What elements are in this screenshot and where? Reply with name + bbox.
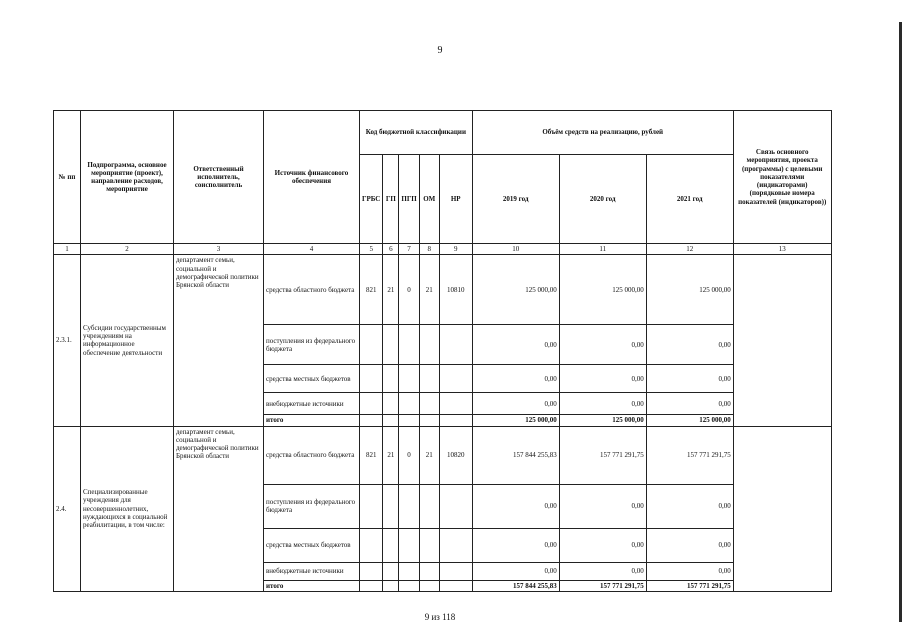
column-number-row [54,244,832,255]
amount-2021: 0,00 [646,528,733,562]
header-source: Источник финансового обеспечения [264,111,360,244]
page-edge-line [899,22,902,622]
source-cell: средства местных бюджетов [264,528,360,562]
table-header [54,111,832,255]
header-om: ОМ [419,155,439,244]
total-2021: 157 771 291,75 [646,580,733,591]
nr-cell: 10820 [439,426,472,484]
source-cell: поступления из федерального бюджета [264,484,360,528]
om-cell [419,562,439,580]
gp-cell [383,393,399,415]
header-gp: ГП [383,155,399,244]
om-cell [419,580,439,591]
header-executor: Ответственный исполнитель, соисполнитель [174,111,264,244]
amount-2020: 0,00 [559,325,646,365]
amount-2020: 0,00 [559,562,646,580]
amount-2021: 125 000,00 [646,255,733,325]
pgp-cell [399,415,419,426]
amount-2019: 0,00 [472,365,559,393]
page-number: 9 [437,45,443,56]
total-label: итого [264,415,360,426]
nr-cell [439,484,472,528]
grbs-cell [360,528,383,562]
amount-2019: 157 844 255,83 [472,426,559,484]
grbs-cell [360,325,383,365]
amount-2020: 0,00 [559,528,646,562]
gp-cell [383,484,399,528]
amount-2019: 0,00 [472,484,559,528]
indicator-link-cell [733,426,831,591]
col-number: 9 [439,244,472,255]
amount-2021: 0,00 [646,325,733,365]
gp-cell [383,528,399,562]
budget-table [53,110,832,592]
pgp-cell [399,393,419,415]
col-number: 5 [360,244,383,255]
grbs-cell: 821 [360,426,383,484]
gp-cell [383,325,399,365]
amount-2021: 0,00 [646,393,733,415]
source-cell: средства областного бюджета [264,255,360,325]
section-executor: департамент семьи, социальной и демографической политики Брянской области [174,255,264,426]
grbs-cell [360,484,383,528]
nr-cell [439,580,472,591]
total-2020: 157 771 291,75 [559,580,646,591]
header-2021: 2021 год [646,155,733,244]
nr-cell [439,393,472,415]
nr-cell [439,365,472,393]
amount-2021: 0,00 [646,365,733,393]
pgp-cell [399,528,419,562]
indicator-link-cell [733,255,831,426]
col-number: 11 [559,244,646,255]
gp-cell: 21 [383,426,399,484]
section-executor: департамент семьи, социальной и демографической политики Брянской области [174,426,264,591]
gp-cell [383,365,399,393]
header-budget-code: Код бюджетной классификации [360,111,473,155]
pgp-cell [399,365,419,393]
grbs-cell [360,580,383,591]
col-number: 3 [174,244,264,255]
col-number: 2 [81,244,174,255]
section-number: 2.3.1. [54,255,81,426]
grbs-cell [360,393,383,415]
amount-2020: 0,00 [559,365,646,393]
om-cell [419,528,439,562]
total-2019: 125 000,00 [472,415,559,426]
om-cell: 21 [419,255,439,325]
section-number: 2.4. [54,426,81,591]
pgp-cell: 0 [399,255,419,325]
om-cell [419,325,439,365]
table-row [54,426,832,484]
om-cell [419,415,439,426]
amount-2020: 0,00 [559,393,646,415]
total-2021: 125 000,00 [646,415,733,426]
gp-cell: 21 [383,255,399,325]
header-no: № пп [54,111,81,244]
amount-2021: 0,00 [646,484,733,528]
section-name: Специализированные учреждения для несовершеннолетних, нуждающихся в социальной реабилитации, в том числе: [81,426,174,591]
amount-2021: 0,00 [646,562,733,580]
header-subprogram: Подпрограмма, основное мероприятие (проект), направление расходов, мероприятие [81,111,174,244]
amount-2021: 157 771 291,75 [646,426,733,484]
header-2019: 2019 год [472,155,559,244]
grbs-cell [360,415,383,426]
nr-cell [439,415,472,426]
col-number: 1 [54,244,81,255]
om-cell [419,393,439,415]
total-2020: 125 000,00 [559,415,646,426]
pgp-cell [399,562,419,580]
col-number: 7 [399,244,419,255]
grbs-cell [360,365,383,393]
amount-2019: 0,00 [472,528,559,562]
source-cell: внебюджетные источники [264,393,360,415]
section-2-3-1 [54,255,832,426]
amount-2019: 0,00 [472,393,559,415]
pgp-cell [399,325,419,365]
amount-2019: 125 000,00 [472,255,559,325]
total-label: итого [264,580,360,591]
source-cell: внебюджетные источники [264,562,360,580]
section-name: Субсидии государственным учреждениям на информационное обеспечение деятельности [81,255,174,426]
source-cell: средства местных бюджетов [264,365,360,393]
nr-cell: 10810 [439,255,472,325]
gp-cell [383,415,399,426]
amount-2020: 157 771 291,75 [559,426,646,484]
header-pgp: ПГП [399,155,419,244]
pgp-cell: 0 [399,426,419,484]
amount-2020: 125 000,00 [559,255,646,325]
amount-2019: 0,00 [472,562,559,580]
header-2020: 2020 год [559,155,646,244]
amount-2020: 0,00 [559,484,646,528]
nr-cell [439,562,472,580]
page-footer: 9 из 118 [424,612,456,622]
source-cell: средства областного бюджета [264,426,360,484]
nr-cell [439,325,472,365]
col-number: 13 [733,244,831,255]
table-row [54,255,832,325]
grbs-cell: 821 [360,255,383,325]
gp-cell [383,562,399,580]
om-cell [419,365,439,393]
amount-2019: 0,00 [472,325,559,365]
col-number: 6 [383,244,399,255]
nr-cell [439,528,472,562]
header-nr: НР [439,155,472,244]
header-link: Связь основного мероприятия, проекта (программы) с целевыми показателями (индикаторами) (порядковые номера показателей (индикаторов)) [733,111,831,244]
grbs-cell [360,562,383,580]
total-2019: 157 844 255,83 [472,580,559,591]
gp-cell [383,580,399,591]
section-2-4 [54,426,832,591]
header-amount: Объём средств на реализацию, рублей [472,111,733,155]
col-number: 10 [472,244,559,255]
om-cell: 21 [419,426,439,484]
header-grbs: ГРБС [360,155,383,244]
pgp-cell [399,580,419,591]
pgp-cell [399,484,419,528]
om-cell [419,484,439,528]
col-number: 12 [646,244,733,255]
col-number: 8 [419,244,439,255]
source-cell: поступления из федерального бюджета [264,325,360,365]
col-number: 4 [264,244,360,255]
